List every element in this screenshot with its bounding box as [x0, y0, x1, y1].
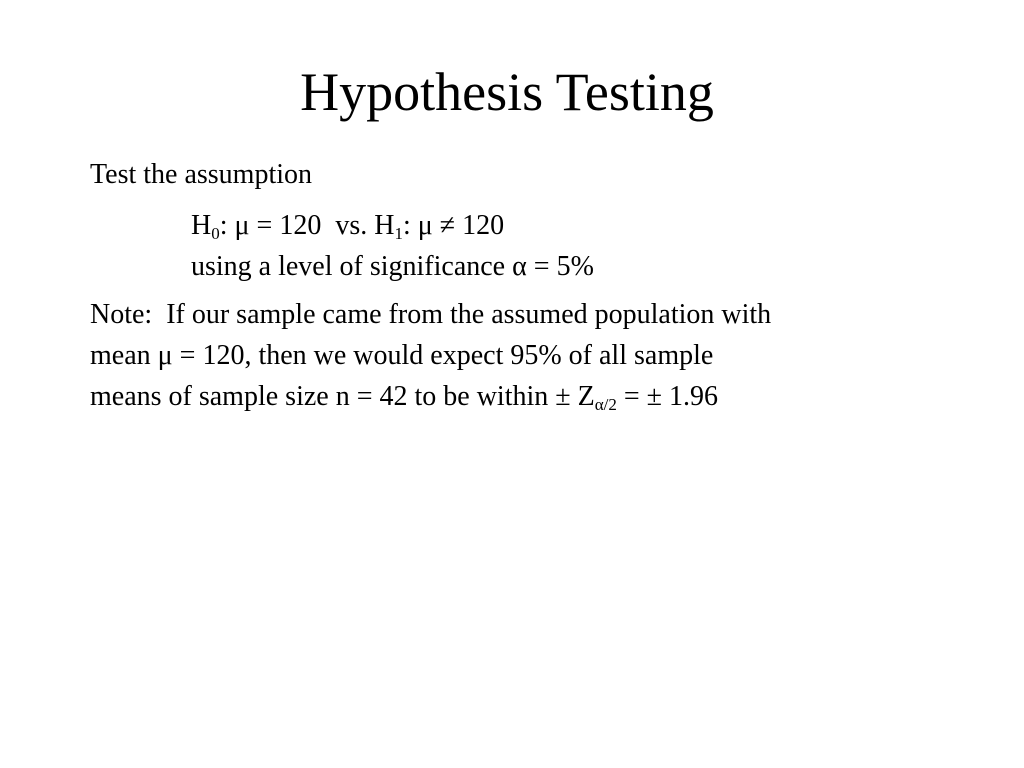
h1-letter: H [374, 210, 395, 241]
note-line-2: mean μ = 120, then we would expect 95% of all sample [90, 340, 714, 371]
note-line-3-start: means of sample size n = 42 to be within ± Z [90, 381, 595, 412]
h0-subscript: 0 [211, 224, 220, 243]
significance-level: using a level of significance α = 5% [191, 251, 594, 282]
note-line-1: Note: If our sample came from the assumed population with [90, 299, 772, 330]
note-line-3-end: = ± 1.96 [616, 381, 719, 412]
z-subscript: α/2 [594, 395, 617, 414]
h0-text: : μ = 120 vs. [219, 210, 375, 241]
h0-letter: H [191, 210, 212, 241]
h1-text: : μ ≠ 120 [402, 210, 505, 241]
note-paragraph [90, 294, 990, 417]
hypothesis-statement [191, 205, 1024, 246]
note-line-3 [90, 376, 990, 417]
slide-title: Hypothesis Testing [300, 62, 714, 122]
h1-subscript: 1 [394, 224, 403, 243]
intro-text: Test the assumption [90, 159, 313, 190]
